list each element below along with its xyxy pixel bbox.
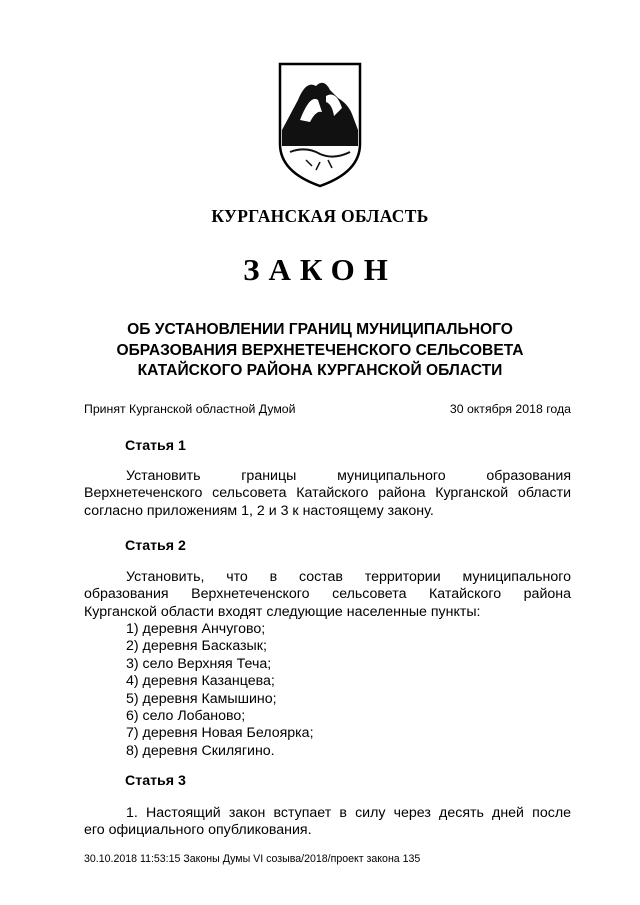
settlements-list: [126, 621, 314, 760]
law-title: [60, 320, 580, 382]
list-item: 2) деревня Басказык;: [126, 638, 267, 655]
article-line: 1. Настоящий закон вступает в силу через десять дней после: [126, 805, 571, 821]
article-line: образования Верхнетеченского сельсовета Катайского района: [84, 586, 571, 603]
article-line: его официального опубликования.: [84, 822, 312, 839]
article-text: [84, 468, 571, 520]
article-line: Установить, что в состав территории муниципального: [126, 569, 571, 585]
list-item: 7) деревня Новая Белоярка;: [126, 725, 314, 742]
list-item: 8) деревня Скилягино.: [126, 742, 275, 759]
article-text: [84, 569, 571, 621]
article-line: Установить границы муниципального образования: [126, 468, 571, 484]
document-footer: 30.10.2018 11:53:15 Законы Думы VI созыва/2018/проект закона 135: [84, 853, 421, 865]
article-heading: Статья 3: [125, 773, 186, 789]
adoption-line: [84, 402, 571, 416]
article-text: [84, 805, 571, 840]
list-item: 5) деревня Камышино;: [126, 690, 277, 707]
adopted-by: Принят Курганской областной Думой: [84, 402, 296, 416]
adoption-date: 30 октября 2018 года: [449, 402, 571, 416]
law-title-line: ОБ УСТАНОВЛЕНИИ ГРАНИЦ МУНИЦИПАЛЬНОГО: [127, 321, 513, 338]
list-item: 6) село Лобаново;: [126, 708, 246, 725]
document-type-heading: ЗАКОН: [243, 252, 397, 287]
law-title-line: ОБРАЗОВАНИЯ ВЕРХНЕТЕЧЕНСКОГО СЕЛЬСОВЕТА: [116, 341, 524, 359]
article-heading: Статья 2: [125, 538, 186, 554]
coat-of-arms-icon: [276, 60, 364, 190]
list-item: 1) деревня Анчугово;: [126, 621, 266, 637]
law-title-line: КАТАЙСКОГО РАЙОНА КУРГАНСКОЙ ОБЛАСТИ: [137, 362, 503, 379]
article-line: Курганской области входят следующие населенные пункты:: [84, 603, 481, 620]
list-item: 4) деревня Казанцева;: [126, 673, 275, 690]
list-item: 3) село Верхняя Теча;: [126, 655, 272, 672]
article-line: Верхнетеченского сельсовета Катайского района Курганской области: [84, 485, 571, 502]
article-line: согласно приложениям 1, 2 и 3 к настоящему закону.: [84, 502, 434, 519]
region-heading: КУРГАНСКАЯ ОБЛАСТЬ: [211, 206, 429, 226]
article-heading: Статья 1: [125, 438, 186, 454]
